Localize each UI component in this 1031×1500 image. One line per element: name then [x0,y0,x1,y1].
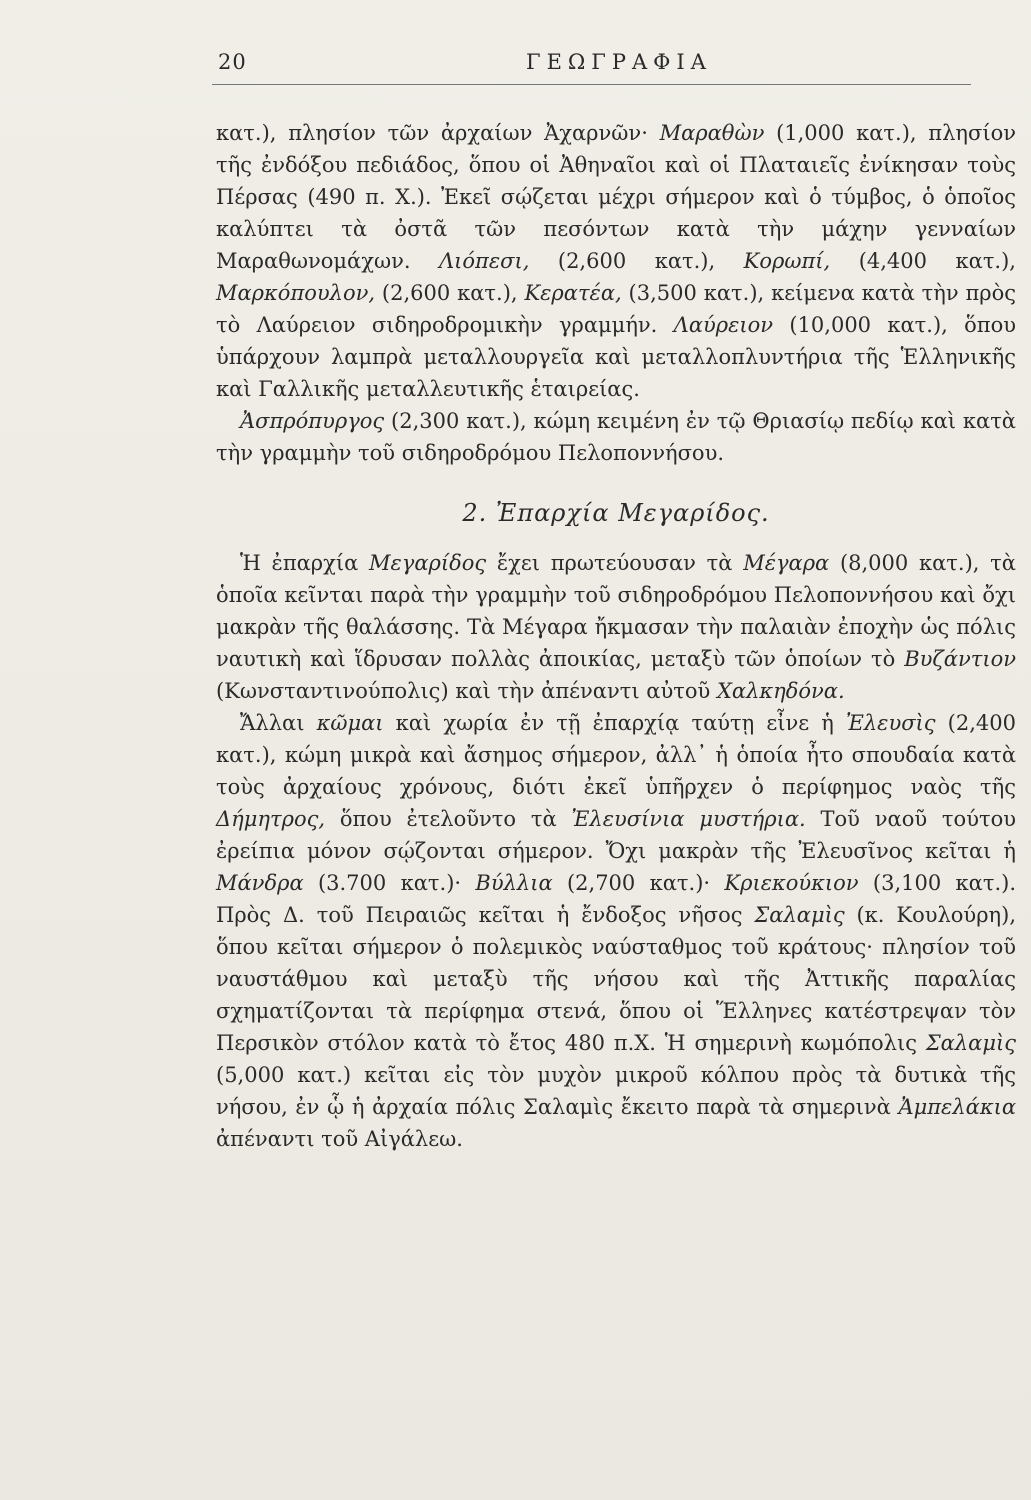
text-run: Ἡ ἐπαρχία [240,551,370,575]
paragraph-attica-towns [216,117,1016,405]
paragraph-aspropyrgos [216,405,1016,469]
text-run: ὅπου ἐτελοῦντο τὰ [325,807,572,831]
text-run: (Κωνσταντινούπολις) καὶ τὴν ἀπέναντι αὐτοῦ [216,679,717,703]
text-run: (4,400 κατ.), [830,249,1016,273]
text-run: (2,600 κατ.), [529,249,744,273]
text-run: ἔχει πρωτεύουσαν τὰ [486,551,744,575]
place-name: Ἐλευσίνια μυστήρια. [571,807,806,831]
place-name: Μαρκόπουλον, [216,281,376,305]
text-run: (5,000 κατ.) κεῖται εἰς τὸν μυχὸν μικροῦ κόλπου πρὸς τὰ δυτικὰ τῆς νήσου, ἐν ᾧ ἡ ἀρχαία πόλις Σαλαμὶς ἔκειτο παρὰ τὰ σημερινὰ [216,1063,1016,1119]
place-name: Ἀμπελάκια [898,1095,1016,1119]
place-name: Βυζάντιον [904,647,1016,671]
running-title: ΓΕΩΓΡΑΦΙΑ [526,50,712,74]
place-name: Κορωπί, [743,249,831,273]
place-name: Ἀσπρόπυργος [240,409,385,433]
text-run: ἀπέναντι τοῦ Αἰγάλεω. [216,1127,463,1151]
text-run: (1,000 κατ.), πλησίον τῆς ἐνδόξου πεδιάδος, ὅπου οἱ Ἀθηναῖοι καὶ οἱ Πλαταιεῖς ἐνίκησαν τοὺς Πέρσας (490 π. Χ.). Ἐκεῖ σῴζεται μέχρι σήμερον καὶ ὁ τύμβος, ὁ ὁποῖος καλύπτει τὰ ὀστᾶ τῶν πεσόντων κατὰ τὴν μάχην γενναίων Μαραθωνομάχων. [216,121,1016,273]
text-run: (10,000 κατ.), ὅπου ὑπάρχουν λαμπρὰ μεταλλουργεῖα καὶ μεταλλοπλυντήρια τῆς Ἑλληνικῆς καὶ Γαλλικῆς μεταλλευτικῆς ἑταιρείας. [216,313,1016,401]
place-name: Μάνδρα [216,871,304,895]
text-run: (2,300 κατ.), κώμη κειμένη ἐν τῷ Θριασίῳ πεδίῳ καὶ κατὰ τὴν γραμμὴν τοῦ σιδηροδρόμου Πελοποννήσου. [216,409,1016,465]
text-run: (2,600 κατ.), [375,281,525,305]
text-run: κατ.), πλησίον τῶν ἀρχαίων Ἀχαρνῶν· [216,121,660,145]
place-name: Μεγαρίδος [369,551,487,575]
place-name: Λιόπεσι, [439,249,530,273]
place-name: Κριεκούκιον [724,871,859,895]
place-name: Μέγαρα [743,551,830,575]
place-name: Κερατέα, [524,281,622,305]
place-name: Βύλλια [475,871,553,895]
text-run: (3.700 κατ.)· [303,871,476,895]
place-name: Ἐλευσὶς [845,711,936,735]
text-run: (8,000 κατ.), τὰ ὁποῖα κεῖνται παρὰ τὴν γραμμὴν τοῦ σιδηροδρόμου Πελοποννήσου καὶ ὄχι μακρὰν τῆς θαλάσσης. Τὰ Μέγαρα ἤκμασαν τὴν παλαιὰν ἐποχὴν ὡς πόλις ναυτικὴ καὶ ἵδρυσαν πολλὰς ἀποικίας, μεταξὺ τῶν ὁποίων τὸ [216,551,1016,671]
place-name: Σαλαμὶς [925,1031,1016,1055]
text-run: καὶ χωρία ἐν τῇ ἐπαρχίᾳ ταύτῃ εἶνε ἡ [383,711,846,735]
page-number: 20 [218,50,247,74]
place-name: Λαύρειον [673,313,774,337]
running-head [212,44,971,92]
paragraph-megaris [216,547,1016,707]
text-run: Τοῦ ναοῦ τούτου ἐρείπια μόνον σῴζονται σήμερον. Ὄχι μακρὰν τῆς Ἐλευσῖνος κεῖται ἡ [216,807,1016,863]
text-run: (κ. Κουλούρη), ὅπου κεῖται σήμερον ὁ πολεμικὸς ναύσταθμος τοῦ κράτους· πλησίον τοῦ ναυστάθμου καὶ μεταξὺ τῆς νήσου καὶ τῆς Ἀττικῆς παραλίας σχηματίζονται τὰ περίφημα στενά, ὅπου οἱ Ἕλληνες κατέστρεψαν τὸν Περσικὸν στόλον κατὰ τὸ ἔτος 480 π.Χ. Ἡ σημερινὴ κωμόπολις [216,903,1016,1055]
body-text [216,117,1016,1155]
header-rule [212,84,971,85]
section-heading: 2. Ἐπαρχία Μεγαρίδος. [462,499,770,527]
paragraph-eleusis-salamis [216,707,1016,1155]
text-run: (3,500 κατ.), κείμενα κατὰ τὴν πρὸς τὸ Λαύρειον σιδηροδρομικὴν γραμμήν. [216,281,1016,337]
text-run: Ἄλλαι [240,711,317,735]
place-name: Χαλκηδόνα. [716,679,845,703]
text-run: (2,400 κατ.), κώμη μικρὰ καὶ ἄσημος σήμερον, ἀλλ᾽ ἡ ὁποία ἦτο σπουδαία κατὰ τοὺς ἀρχαίους χρόνους, διότι ἐκεῖ ὑπῆρχεν ὁ περίφημος ναὸς τῆς [216,711,1016,799]
place-name: Σαλαμὶς [754,903,845,927]
text-run: (3,100 κατ.). Πρὸς Δ. τοῦ Πειραιῶς κεῖται ἡ ἔνδοξος νῆσος [216,871,1017,927]
place-name: Μαραθὼν [659,121,765,145]
place-name: Δήμητρος, [216,807,326,831]
text-run: (2,700 κατ.)· [552,871,725,895]
emphasis: κῶμαι [316,711,384,735]
